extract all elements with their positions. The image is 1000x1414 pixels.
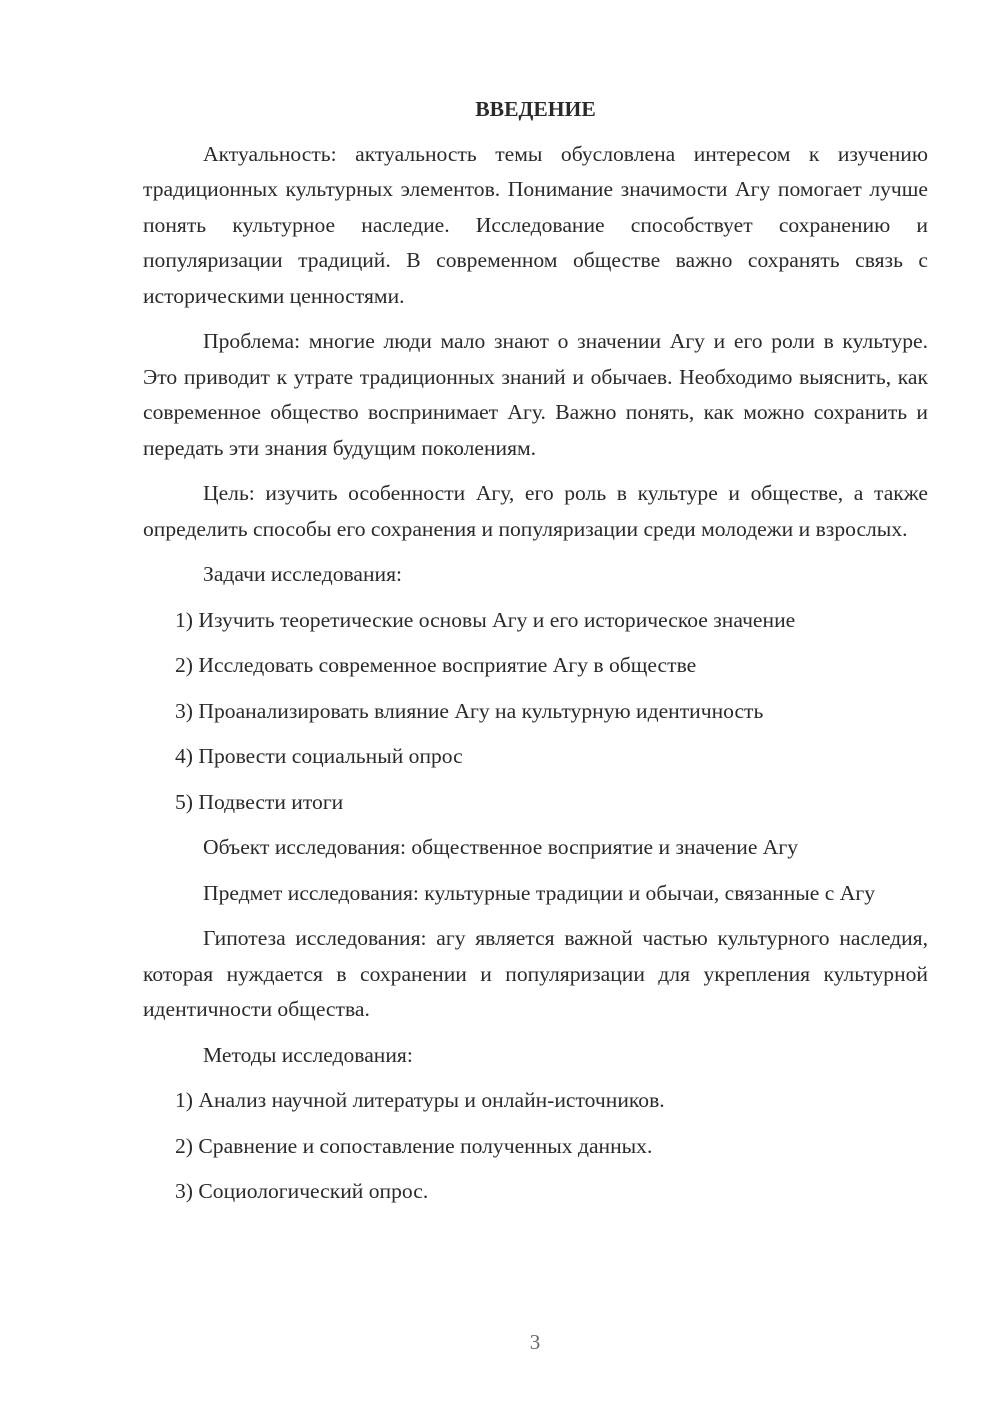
hypothesis-paragraph: Гипотеза исследования: агу является важной частью культурного наследия, которая нуждается в сохранении и популяризации для укрепления культурной идентичности общества. xyxy=(143,926,928,1021)
list-item: 2) Сравнение и сопоставление полученных данных. xyxy=(175,1133,653,1158)
relevance-paragraph: Актуальность: актуальность темы обусловлена интересом к изучению традиционных культурных элементов. Понимание значимости Агу помогает лучше понять культурное наследие. Исследование способствует сохранению и популяризации традиций. В современном обществе важно сохранять связь с историческими ценностями. xyxy=(143,141,928,308)
object-paragraph: Объект исследования: общественное восприятие и значение Агу xyxy=(203,835,799,859)
list-item: 3) Социологический опрос. xyxy=(175,1179,429,1203)
list-item: 4) Провести социальный опрос xyxy=(175,744,463,768)
list-item: 5) Подвести итоги xyxy=(175,789,344,814)
subject-paragraph: Предмет исследования: культурные традиции и обычаи, связанные с Агу xyxy=(203,880,876,905)
list-item: 1) Анализ научной литературы и онлайн-источников. xyxy=(175,1088,665,1112)
tasks-label: Задачи исследования: xyxy=(203,562,403,586)
list-item: 3) Проанализировать влияние Агу на культурную идентичность xyxy=(175,698,764,723)
methods-label: Методы исследования: xyxy=(203,1042,413,1067)
document-page xyxy=(143,92,928,1220)
goal-paragraph: Цель: изучить особенности Агу, его роль в культуре и обществе, а также определить способы его сохранения и популяризации среди молодежи и взрослых. xyxy=(143,481,928,541)
list-item: 2) Исследовать современное восприятие Агу в обществе xyxy=(175,653,697,677)
methods-list xyxy=(143,1083,928,1210)
page-title: ВВЕДЕНИЕ xyxy=(475,97,596,121)
list-item: 1) Изучить теоретические основы Агу и его историческое значение xyxy=(175,607,796,632)
tasks-list xyxy=(143,603,928,821)
page-number: 3 xyxy=(529,1330,541,1354)
problem-paragraph: Проблема: многие люди мало знают о значении Агу и его роли в культуре. Это приводит к утрате традиционных знаний и обычаев. Необходимо выяснить, как современное общество воспринимает Агу. Важно понять, как можно сохранить и передать эти знания будущим поколениям. xyxy=(143,329,928,460)
